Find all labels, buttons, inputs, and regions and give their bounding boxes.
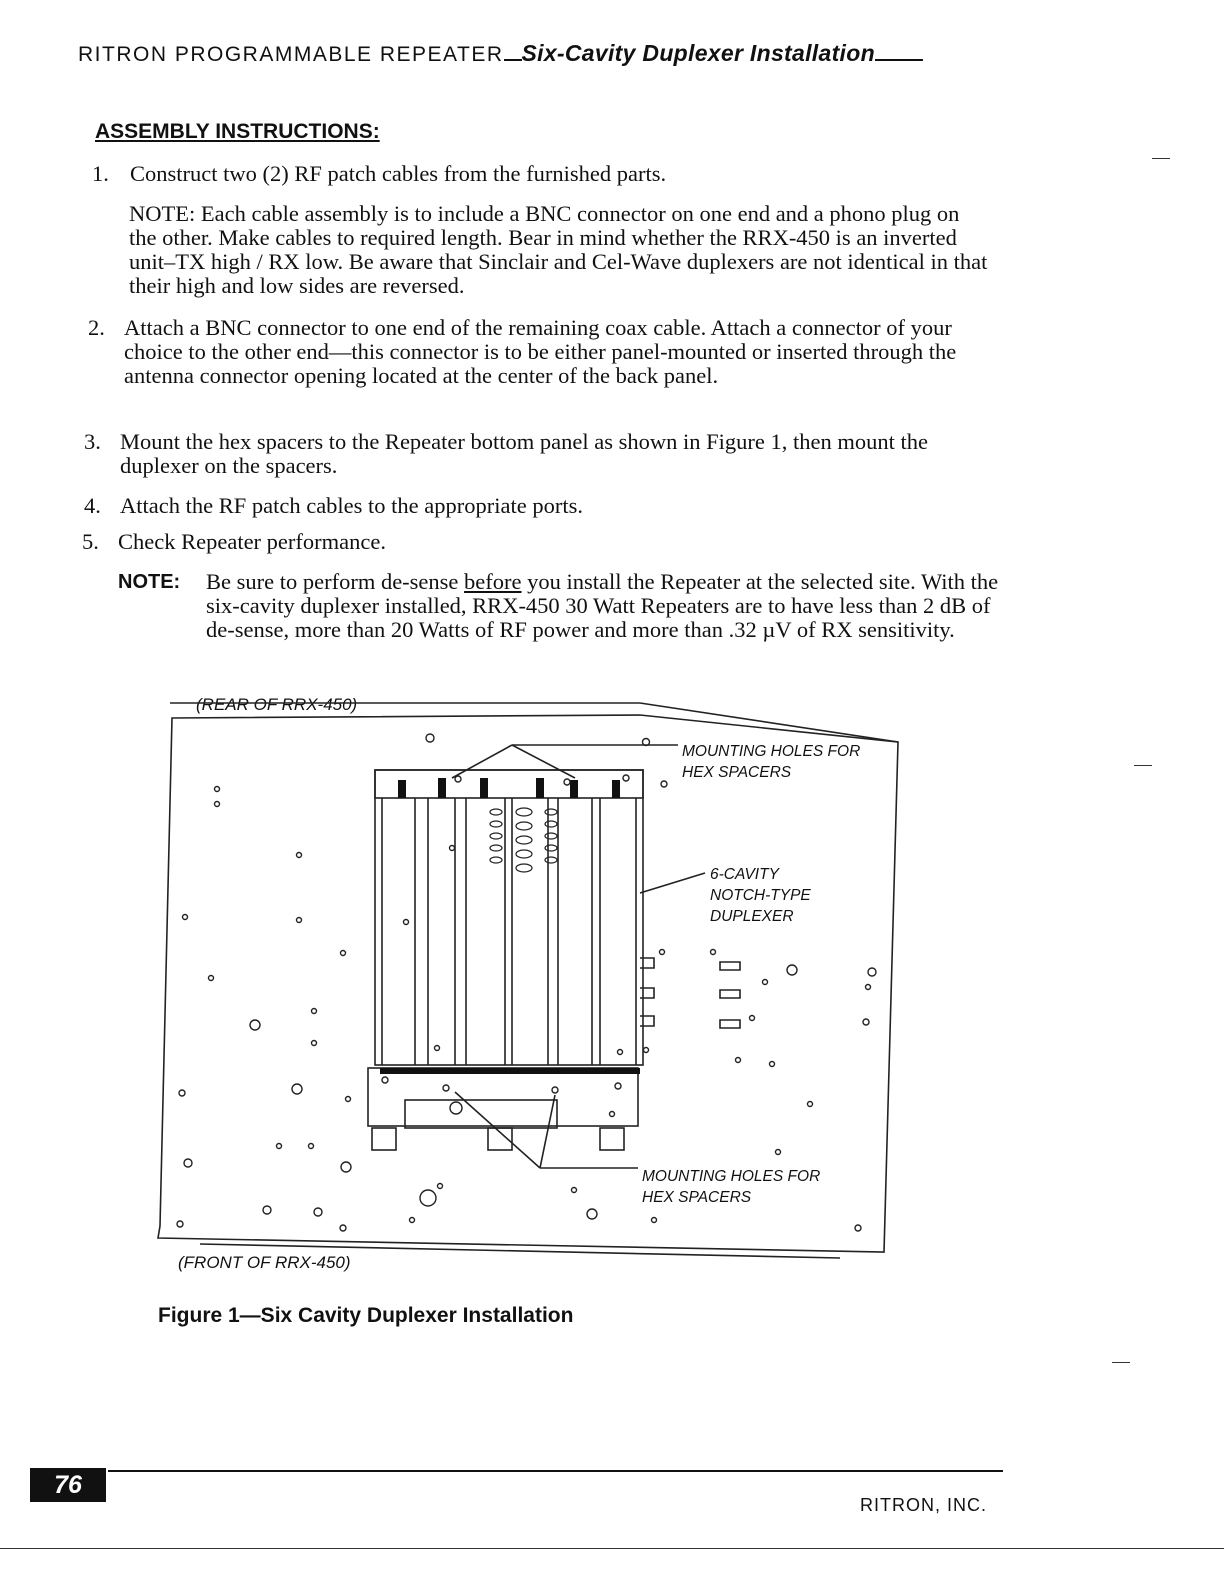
page-bottom-rule — [0, 1548, 1224, 1549]
step-number: 3. — [84, 429, 101, 454]
step-1-note: NOTE: Each cable assembly is to include a BNC connector on one end and a phono plug on the other. Make cables to required length. Bear in mind whether the RRX-450 is an inverted unit–TX high / RX low. Be aware that Sinclair and Cel-Wave duplexers are not identical in that their high and low sides are reversed. — [129, 201, 988, 298]
margin-mark — [1112, 1362, 1130, 1363]
margin-mark — [1152, 158, 1170, 159]
front-label: (FRONT OF RRX-450) — [178, 1253, 351, 1272]
leader-line — [540, 1095, 555, 1168]
step-text: Construct two (2) RF patch cables from the furnished parts. — [130, 161, 667, 186]
step-text: Attach the RF patch cables to the appropriate ports. — [120, 493, 583, 518]
note-label: NOTE: — [118, 571, 181, 593]
step-number: 4. — [84, 493, 101, 518]
note-text: Be sure to perform de-sense before you install the Repeater at the selected site. With the six-cavity duplexer installed, RRX-450 30 Watt Repeaters are to have less than 2 dB of de-sense, more than 20 Watts of RF power and more than .32 µV of RX sensitivity. — [206, 569, 999, 642]
mounting-holes-bottom-label: MOUNTING HOLES FOR HEX SPACERS — [642, 1168, 821, 1206]
mounting-holes-top-label: MOUNTING HOLES FOR HEX SPACERS — [682, 743, 861, 781]
step-number: 1. — [92, 161, 109, 186]
step-number: 2. — [88, 315, 105, 340]
leader-line — [455, 1092, 540, 1168]
leader-line — [512, 745, 575, 778]
footer-company: RITRON, INC. — [860, 1495, 987, 1515]
step-text: Check Repeater performance. — [118, 529, 386, 554]
page-number: 76 — [30, 1468, 106, 1502]
leader-line — [640, 873, 705, 893]
footer-divider — [108, 1470, 1003, 1472]
header-main: RITRON PROGRAMMABLE REPEATER — [78, 43, 504, 66]
rear-label: (REAR OF RRX-450) — [196, 695, 358, 714]
step-text: Mount the hex spacers to the Repeater bottom panel as shown in Figure 1, then mount the duplexer on the spacers. — [120, 429, 928, 478]
header-subtitle: Six-Cavity Duplexer Installation — [521, 40, 875, 66]
margin-mark — [1134, 765, 1152, 766]
figure-caption: Figure 1—Six Cavity Duplexer Installation — [158, 1304, 574, 1327]
step-number: 5. — [82, 529, 99, 554]
step-text: Attach a BNC connector to one end of the remaining coax cable. Attach a connector of your choice to the other end—this connector is to be either panel-mounted or inserted through the antenna connector opening located at the center of the back panel. — [124, 315, 957, 388]
duplexer-label: 6-CAVITY NOTCH-TYPE DUPLEXER — [710, 866, 811, 925]
underlined-word: before — [464, 569, 522, 594]
section-title: ASSEMBLY INSTRUCTIONS: — [95, 120, 380, 143]
duplexer-body — [368, 770, 643, 1150]
leader-line — [452, 745, 512, 778]
